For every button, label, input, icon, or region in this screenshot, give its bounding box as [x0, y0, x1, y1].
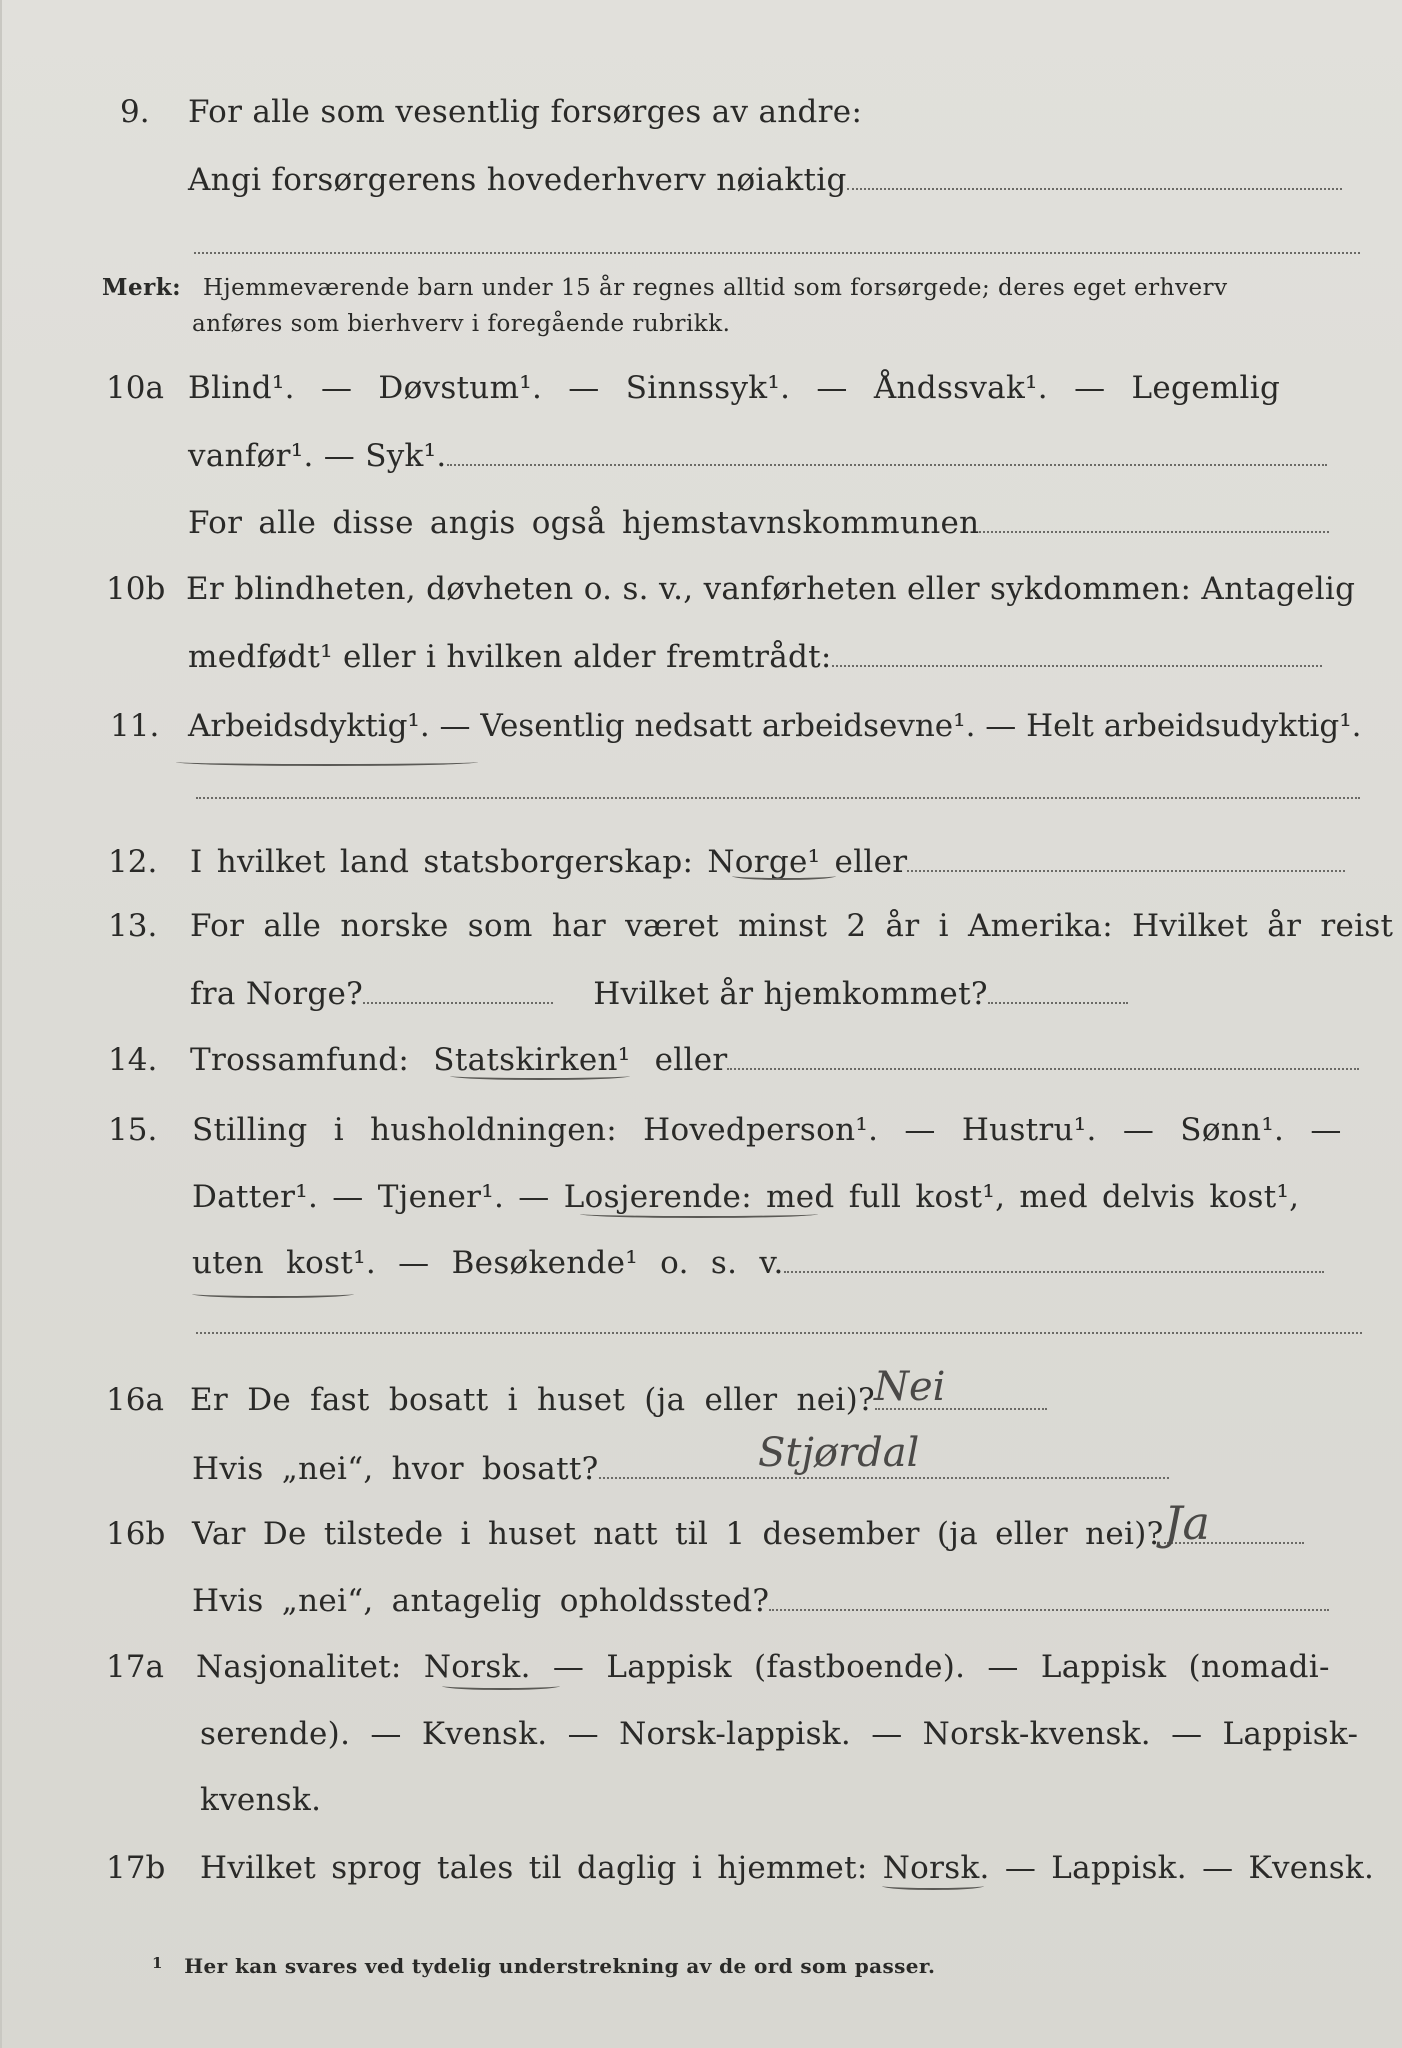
- q10a-line3: [188, 503, 1329, 543]
- q17b-underline-norsk: [882, 1882, 984, 1890]
- q17b-line1: Hvilket sprog tales til daglig i hjemmet: Norsk. — Lappisk. — Kvensk.: [200, 1850, 1375, 1886]
- q11-number: 11.: [110, 708, 160, 744]
- merk-label: Merk:: [102, 274, 182, 301]
- q16b-handwritten-answer: Ja: [1164, 1496, 1210, 1550]
- footnote-mark: 1: [152, 1954, 163, 1972]
- q12-number: 12.: [108, 844, 158, 880]
- q9-answer-line[interactable]: [194, 252, 1360, 254]
- q10a-line3-text: For alle disse angis også hjemstavnskommunen: [188, 505, 980, 541]
- q12-answer-field[interactable]: [907, 844, 1345, 872]
- q9-line2: [188, 160, 1342, 200]
- q13-reist-field[interactable]: [363, 976, 553, 1004]
- q11-answer-line[interactable]: [196, 797, 1360, 799]
- q14-number: 14.: [108, 1042, 158, 1078]
- q14-line1: [190, 1040, 1359, 1080]
- q15-line3-text: uten kost¹. — Besøkende¹ o. s. v.: [192, 1245, 784, 1281]
- q9-line1: For alle som vesentlig forsørges av andre:: [188, 94, 863, 130]
- q14-answer-field[interactable]: [727, 1042, 1359, 1070]
- q17b-number: 17b: [106, 1850, 166, 1886]
- q10b-answer-field[interactable]: [832, 639, 1322, 667]
- q16a-handwritten-answer: Nei: [874, 1364, 946, 1410]
- q10b-line2: [188, 637, 1322, 677]
- q14-underline-statskirken: [450, 1072, 630, 1080]
- q17a-line1: Nasjonalitet: Norsk. — Lappisk (fastboende). — Lappisk (nomadi-: [196, 1649, 1330, 1685]
- q12-underline-norge: [732, 872, 836, 880]
- q13-line2: [190, 974, 1128, 1014]
- q15-underline-uten-kost: [192, 1290, 354, 1298]
- q16b-number: 16b: [106, 1516, 166, 1552]
- q15-answer-field[interactable]: [784, 1245, 1324, 1273]
- q12-line1-text: I hvilket land statsborgerskap: Norge¹ eller: [190, 844, 908, 880]
- q16b-line2: [192, 1581, 1329, 1621]
- footnote-text: Her kan svares ved tydelig understrekning av de ord som passer.: [184, 1954, 936, 1978]
- q10b-number: 10b: [106, 571, 166, 607]
- q11-line1: Arbeidsdyktig¹. — Vesentlig nedsatt arbeidsevne¹. — Helt arbeidsudyktig¹.: [188, 708, 1362, 744]
- q15-line3: [192, 1243, 1324, 1283]
- q16b-line1: [192, 1514, 1304, 1554]
- q9-line2-text: Angi forsørgerens hovederhverv nøiaktig: [188, 162, 847, 198]
- q17a-underline-norsk: [442, 1682, 560, 1690]
- q13-line2a: fra Norge?: [190, 976, 364, 1012]
- q9-number: 9.: [120, 94, 150, 130]
- q10b-line2-text: medfødt¹ eller i hvilken alder fremtrådt:: [188, 639, 832, 675]
- q16b-opholdssted-field[interactable]: [769, 1583, 1329, 1611]
- q15-underline-losjerende: [580, 1210, 818, 1218]
- q11-underline-arbeidsdyktig: [176, 758, 478, 766]
- q10a-number: 10a: [106, 370, 164, 406]
- q13-hjemkommet-field[interactable]: [988, 976, 1128, 1004]
- q14-line1-text: Trossamfund: Statskirken¹ eller: [190, 1042, 728, 1078]
- q15-answer-line[interactable]: [196, 1332, 1362, 1334]
- q15-number: 15.: [108, 1112, 158, 1148]
- q16a-line2: [192, 1449, 1169, 1489]
- q15-line1: Stilling i husholdningen: Hovedperson¹. — Hustru¹. — Sønn¹. —: [192, 1112, 1342, 1148]
- q16a-number: 16a: [106, 1382, 164, 1418]
- footnote: [152, 1954, 935, 1978]
- q10a-line2: [188, 436, 1327, 476]
- merk-line1: Hjemmeværende barn under 15 år regnes alltid som forsørgede; deres eget erhverv: [202, 275, 1228, 301]
- q17a-number: 17a: [106, 1649, 164, 1685]
- q16a-line1-text: Er De fast bosatt i huset (ja eller nei)?: [190, 1382, 875, 1418]
- q15-line2: Datter¹. — Tjener¹. — Losjerende: med full kost¹, med delvis kost¹,: [192, 1179, 1300, 1215]
- q10a-answer-field[interactable]: [447, 438, 1327, 466]
- q16a-handwritten-bosatt: Stjørdal: [758, 1430, 920, 1476]
- merk-line2: anføres som bierhverv i foregående rubrikk.: [192, 311, 731, 337]
- q17a-line2: serende). — Kvensk. — Norsk-lappisk. — Norsk-kvensk. — Lappisk-: [200, 1716, 1359, 1752]
- q13-number: 13.: [108, 908, 158, 944]
- q10b-line1: Er blindheten, døvheten o. s. v., vanførheten eller sykdommen: Antagelig: [186, 571, 1356, 607]
- q16b-line2-text: Hvis „nei“, antagelig opholdssted?: [192, 1583, 770, 1619]
- merk-note: [102, 273, 1228, 303]
- q10a-line1: Blind¹. — Døvstum¹. — Sinnssyk¹. — Åndssvak¹. — Legemlig: [188, 370, 1281, 406]
- q9-answer-field[interactable]: [847, 162, 1342, 190]
- q16b-line1-text: Var De tilstede i huset natt til 1 desember (ja eller nei)?: [192, 1516, 1164, 1552]
- q13-line2b: Hvilket år hjemkommet?: [593, 976, 988, 1012]
- q10a-line2-text: vanfør¹. — Syk¹.: [188, 438, 447, 474]
- q16a-line2-text: Hvis „nei“, hvor bosatt?: [192, 1451, 599, 1487]
- q10a-kommune-field[interactable]: [979, 505, 1329, 533]
- q13-line1: For alle norske som har været minst 2 år i Amerika: Hvilket år reist: [190, 908, 1394, 944]
- q17a-line3: kvensk.: [200, 1782, 322, 1818]
